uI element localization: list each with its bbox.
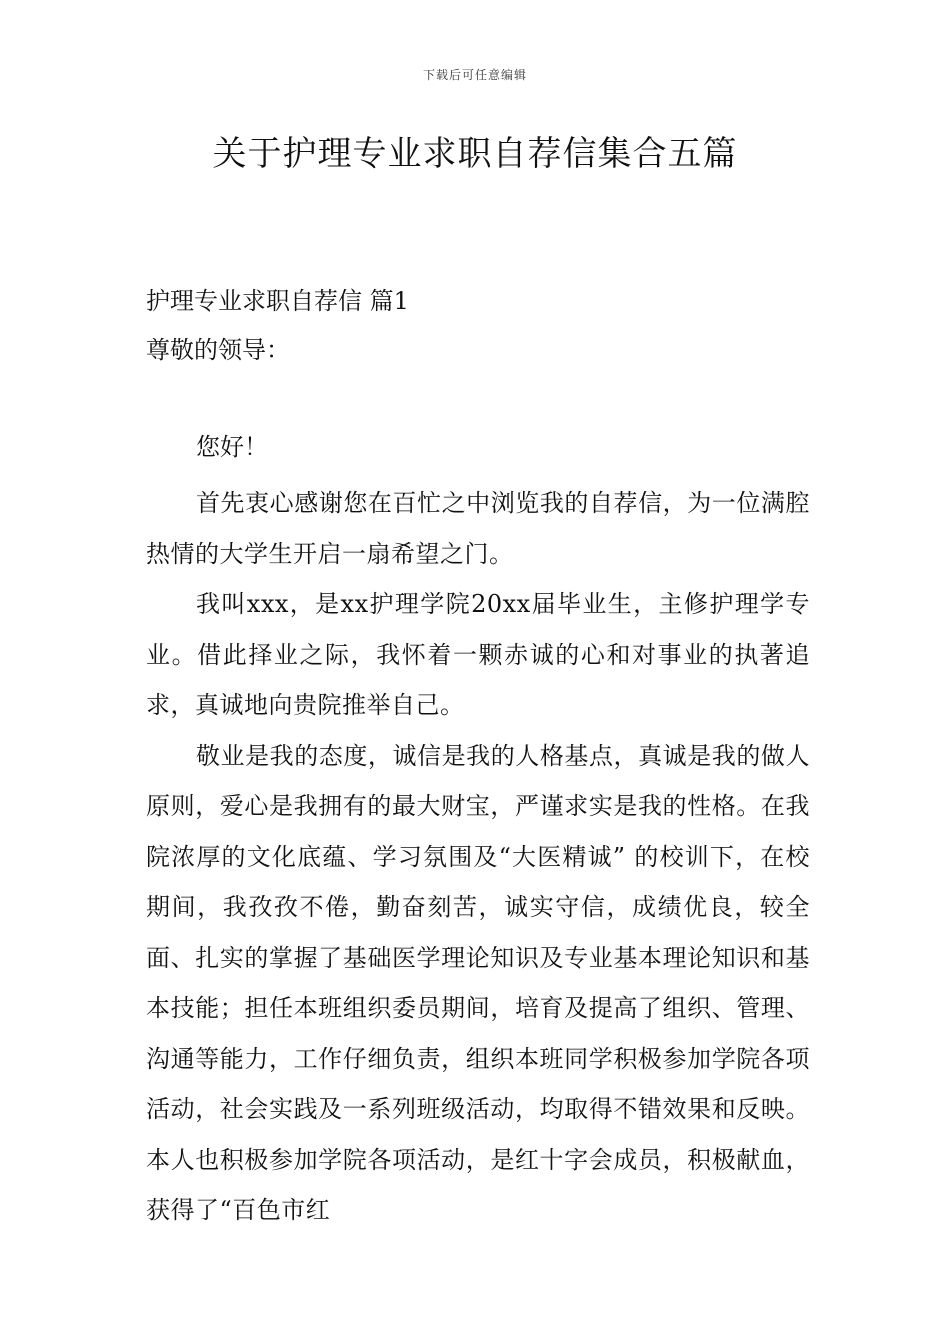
letter-body: [146, 478, 810, 1236]
paragraph-3: 敬业是我的态度，诚信是我的人格基点，真诚是我的做人原则，爱心是我拥有的最大财宝，严谨求实是我的性格。在我院浓厚的文化底蕴、学习氛围及“大医精诚” 的校训下，在校期间，我孜孜不倦，勤奋刻苦，诚实守信，成绩优良，较全面、扎实的掌握了基础医学理论知识及专业基本理论知识和基本技能；担任本班组织委员期间，培育及提高了组织、管理、沟通等能力，工作仔细负责，组织本班同学积极参加学院各项活动，社会实践及一系列班级活动，均取得不错效果和反映。本人也积极参加学院各项活动，是红十字会成员，积极献血，获得了“百色市红: [146, 741, 810, 1224]
paragraph-1: 首先衷心感谢您在百忙之中浏览我的自荐信，为一位满腔热情的大学生开启一扇希望之门。: [146, 489, 810, 568]
document-title: 关于护理专业求职自荐信集合五篇: [212, 134, 738, 174]
greeting: 您好！: [196, 433, 268, 461]
section-heading: 护理专业求职自荐信 篇1: [146, 287, 409, 315]
paragraph-2: 我叫xxx，是xx护理学院20xx届毕业生，主修护理学专业。借此择业之际，我怀着一颗赤诚的心和对事业的执著追求，真诚地向贵院推举自己。: [146, 590, 810, 719]
salutation: 尊敬的领导：: [146, 336, 290, 364]
header-note: 下载后可任意编辑: [422, 68, 527, 82]
